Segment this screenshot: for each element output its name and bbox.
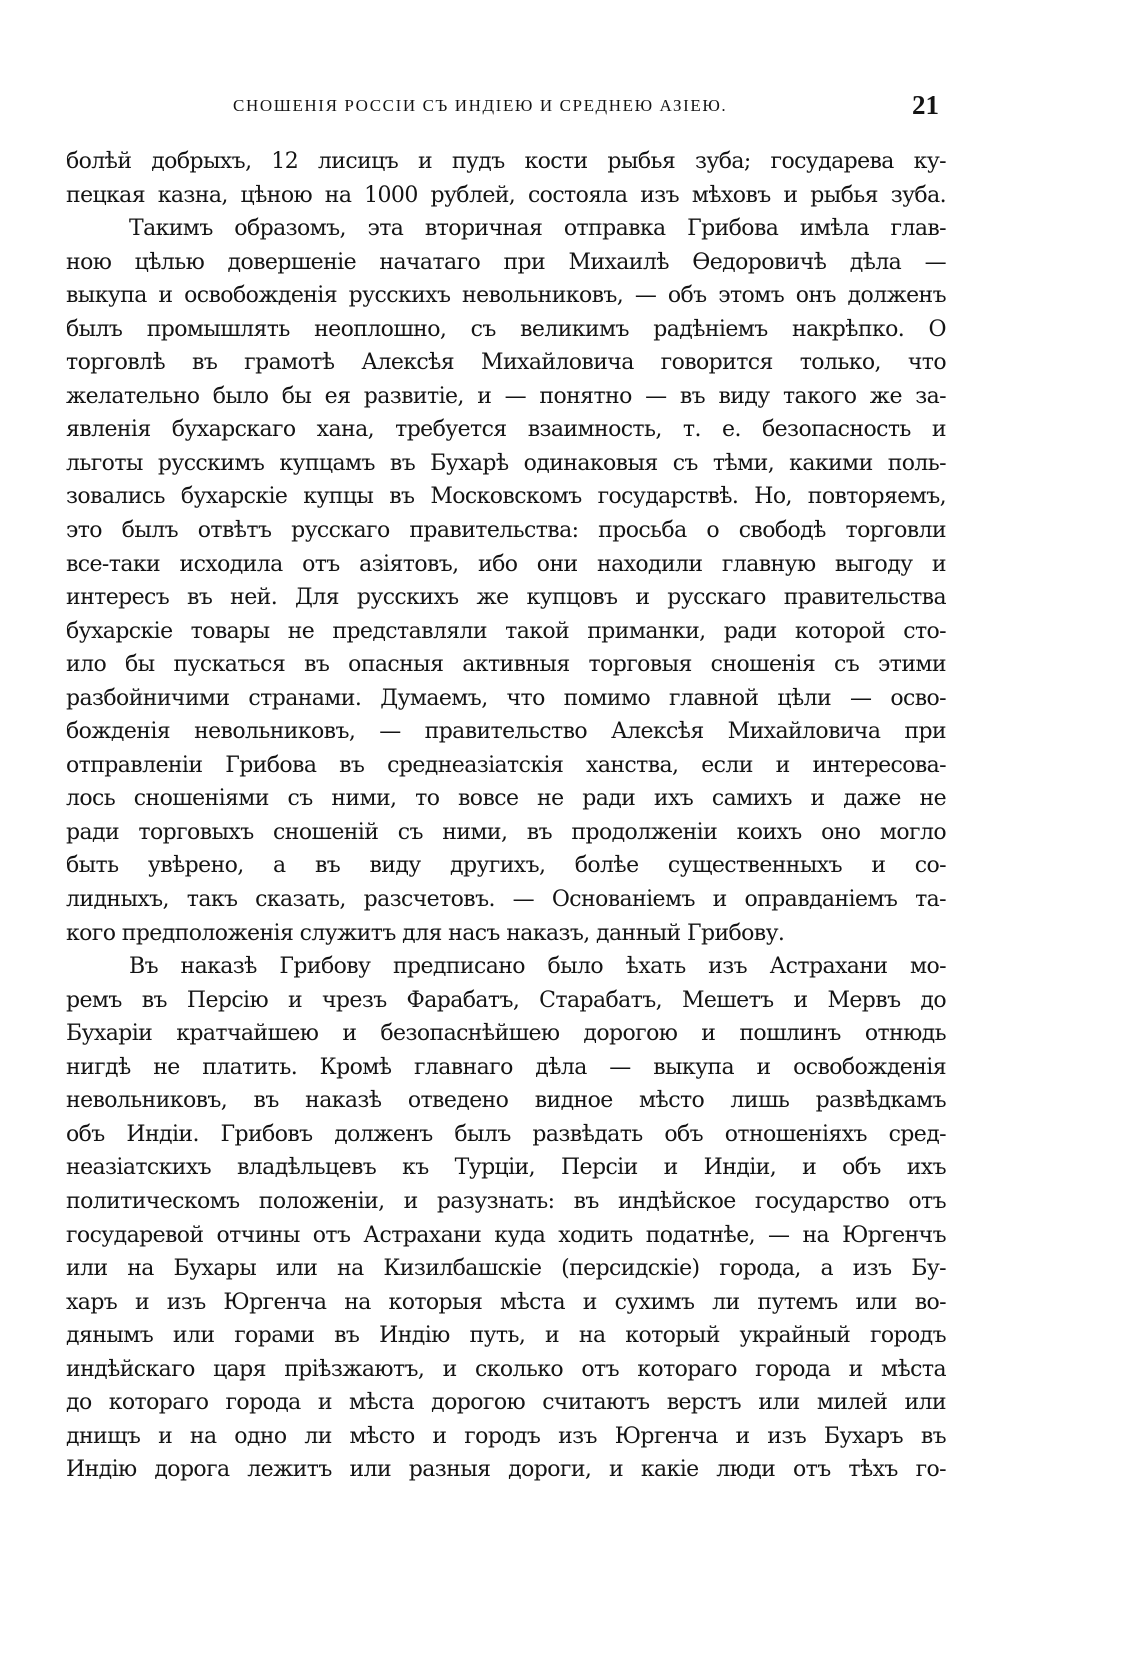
text-line: Бухаріи кратчайшею и безопаснѣйшею дорогою и пошлинъ отнюдь (66, 1021, 946, 1047)
text-line: отправленіи Грибова въ среднеазіатскія ханства, если и интересова- (66, 752, 946, 778)
text-line: Индію дорога лежитъ или разныя дороги, и какіе люди отъ тѣхъ го- (66, 1457, 946, 1483)
text-line: ило бы пускаться въ опасныя активныя торговыя сношенія съ этими (66, 652, 946, 678)
text-line: ною цѣлью довершеніе начатаго при Михаилѣ Өедоровичѣ дѣла — (66, 249, 946, 275)
paragraph-start-line: Такимъ образомъ, эта вторичная отправка Грибова имѣла глав- (129, 216, 946, 242)
text-line: разбойничими странами. Думаемъ, что помимо главной цѣли — осво- (66, 685, 946, 711)
text-line: бухарскіе товары не представляли такой приманки, ради которой сто- (66, 618, 946, 644)
paragraph-start-line: Въ наказѣ Грибову предписано было ѣхать изъ Астрахани мо- (129, 954, 946, 980)
text-line: политическомъ положеніи, и разузнать: въ индѣйское государство отъ (66, 1188, 946, 1214)
text-line: льготы русскимъ купцамъ въ Бухарѣ одинаковыя съ тѣми, какими поль- (66, 450, 946, 476)
text-line: дянымъ или горами въ Индію путь, и на который украйный городъ (66, 1323, 946, 1349)
text-line: лидныхъ, такъ сказать, разсчетовъ. — Основаніемъ и оправданіемъ та- (66, 887, 946, 913)
text-line: неазіатскихъ владѣльцевъ къ Турціи, Персіи и Индіи, и объ ихъ (66, 1155, 946, 1181)
text-line: божденія невольниковъ, — правительство Алексѣя Михайловича при (66, 719, 946, 745)
page-number: 21 (912, 90, 939, 120)
text-line: нигдѣ не платить. Кромѣ главнаго дѣла — выкупа и освобожденія (66, 1054, 946, 1080)
text-line: государевой отчины отъ Астрахани куда ходить податнѣе, — на Юргенчъ (66, 1222, 946, 1248)
text-line: все-таки исходила отъ азіятовъ, ибо они находили главную выгоду и (66, 551, 946, 577)
text-line: быть увѣрено, а въ виду другихъ, болѣе существенныхъ и со- (66, 853, 946, 879)
text-line: индѣйскаго царя пріѣзжаютъ, и сколько отъ котораго города и мѣста (66, 1356, 946, 1382)
text-line: болѣй добрыхъ, 12 лисицъ и пудъ кости рыбья зуба; государева ку- (66, 149, 946, 174)
text-line: или на Бухары или на Кизилбашскіе (персидскіе) города, а изъ Бу- (66, 1256, 946, 1282)
text-line: невольниковъ, въ наказѣ отведено видное мѣсто лишь развѣдкамъ (66, 1088, 946, 1114)
text-line: ремъ въ Персію и чрезъ Фарабатъ, Старабатъ, Мешетъ и Мервъ до (66, 987, 946, 1013)
text-line: объ Индіи. Грибовъ долженъ былъ развѣдать объ отношеніяхъ сред- (66, 1121, 946, 1147)
running-header: СНОШЕНІЯ РОССІИ СЪ ИНДІЕЮ И СРЕДНЕЮ АЗІЕЮ. (233, 96, 728, 115)
text-line: былъ промышлять неоплошно, съ великимъ радѣніемъ накрѣпко. О (66, 316, 946, 342)
text-line: это былъ отвѣтъ русскаго правительства: просьба о свободѣ торговли (66, 518, 946, 544)
text-line: лось сношеніями съ ними, то вовсе не ради ихъ самихъ и даже не (66, 786, 946, 812)
text-line: днищъ и на одно ли мѣсто и городъ изъ Юргенча и изъ Бухаръ въ (66, 1423, 946, 1449)
text-line: желательно было бы ея развитіе, и — понятно — въ виду такого же за- (66, 383, 946, 409)
text-line: интересъ въ ней. Для русскихъ же купцовъ и русскаго правительства (66, 585, 946, 611)
text-line: зовались бухарскіе купцы въ Московскомъ государствѣ. Но, повторяемъ, (66, 484, 946, 510)
text-line: выкупа и освобожденія русскихъ невольниковъ, — объ этомъ онъ долженъ (66, 283, 946, 309)
text-line: явленія бухарскаго хана, требуется взаимность, т. е. безопасность и (66, 417, 946, 443)
paragraph-end-line: кого предположенія служитъ для насъ наказъ, данный Грибову. (66, 920, 785, 946)
text-line: торговлѣ въ грамотѣ Алексѣя Михайловича говорится только, что (66, 350, 946, 376)
text-line: харъ и изъ Юргенча на которыя мѣста и сухимъ ли путемъ или во- (66, 1289, 946, 1315)
text-line: пецкая казна, цѣною на 1000 рублей, состояла изъ мѣховъ и рыбья зуба. (66, 182, 946, 208)
body-text (66, 145, 946, 1505)
text-line: до котораго города и мѣста дорогою считаютъ верстъ или милей или (66, 1390, 946, 1416)
text-line: ради торговыхъ сношеній съ ними, въ продолженіи коихъ оно могло (66, 819, 946, 845)
